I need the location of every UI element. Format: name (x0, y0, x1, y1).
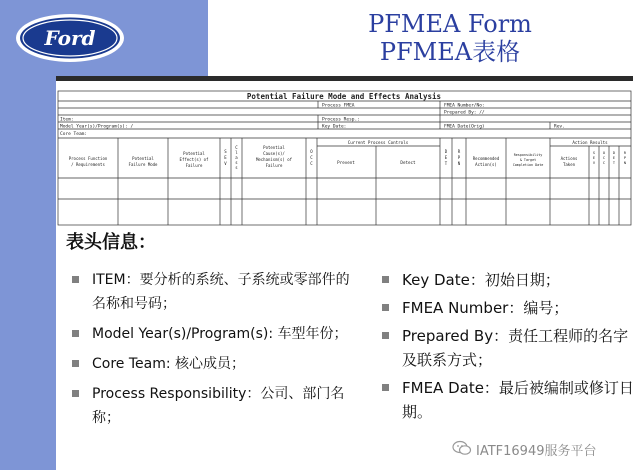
list-item (70, 322, 360, 346)
square-bullet-icon (72, 276, 79, 283)
col-actions-taken: Actions Taken (560, 156, 578, 167)
field-process-fmea: Process FMEA (322, 103, 355, 109)
wechat-icon (452, 440, 472, 456)
col-recommended: Recommended Action(s) (472, 156, 500, 167)
col-current-controls: Current Process Controls (347, 140, 409, 145)
field-fmea-number: FMEA Number/No: (444, 103, 485, 109)
list-item-text: Process Responsibility：公司、部门名称； (92, 386, 345, 426)
list-item (380, 376, 640, 424)
col-causes: Potential Cause(s)/ Mechanism(s) of Failure (255, 145, 293, 168)
field-model-year: Model Year(s)/Program(s): / (60, 124, 134, 130)
list-item (70, 352, 360, 376)
square-bullet-icon (382, 332, 389, 339)
watermark-text: IATF16949服务平台 (476, 444, 597, 459)
field-core-team: Core Team: (60, 132, 88, 137)
col-r-det: D E T (612, 151, 616, 165)
list-item-text: Core Team: 核心成员； (92, 356, 246, 372)
list-item (70, 382, 360, 430)
field-item: Item: (60, 117, 74, 123)
square-bullet-icon (72, 330, 79, 337)
col-action-results: Action Results (572, 140, 608, 145)
square-bullet-icon (382, 304, 389, 311)
list-item-text: Prepared By：责任工程师的名字及联系方式； (402, 327, 629, 369)
col-failure-mode: Potential Failure Mode (128, 156, 158, 167)
logo-text: Ford (44, 26, 96, 50)
list-item (380, 268, 640, 292)
list-item-text: FMEA Number：编号； (402, 299, 569, 317)
list-item-text: Model Year(s)/Program(s): 车型年份； (92, 326, 348, 342)
field-key-date: Key Date: (322, 124, 347, 130)
col-occ: O C C (310, 149, 313, 166)
page-title (300, 10, 600, 66)
list-item (380, 296, 640, 320)
col-r-occ: O C C (602, 151, 606, 165)
pfmea-form-grid (56, 81, 633, 227)
left-list (70, 268, 360, 436)
left-blue-strip (0, 80, 56, 470)
field-fmea-date: FMEA Date(Orig) (444, 124, 485, 130)
col-sev: S E V (224, 149, 227, 166)
list-item-text: FMEA Date：最后被编制或修订日期。 (402, 379, 634, 421)
square-bullet-icon (382, 384, 389, 391)
col-r-sev: S E V (592, 151, 596, 165)
ford-logo (14, 12, 126, 64)
title-line-cn: PFMEA表格 (379, 38, 521, 66)
title-line-en: PFMEA Form (368, 10, 532, 38)
col-r-rpn: R P N (623, 151, 627, 165)
list-item-text: Key Date：初始日期； (402, 271, 560, 289)
col-process-function: Process Function / Requirements (68, 156, 108, 167)
col-prevent: Prevent (337, 160, 355, 165)
col-class: C l a s s (235, 145, 238, 170)
list-item (380, 324, 640, 372)
pfmea-form-image (56, 76, 633, 227)
square-bullet-icon (382, 276, 389, 283)
list-item (70, 268, 360, 316)
field-process-resp: Process Resp.: (322, 117, 360, 123)
field-prepared-by: Prepared By: // (444, 110, 485, 116)
right-list (380, 268, 640, 428)
form-heading: Potential Failure Mode and Effects Analysis (246, 92, 442, 101)
section-heading: 表头信息： (66, 232, 156, 253)
col-effects: Potential Effect(s) of Failure (179, 151, 209, 168)
col-rpn: R P N (457, 149, 461, 166)
col-detect: Detect (400, 160, 416, 165)
field-rev: Rev. (554, 124, 565, 130)
col-det: D E T (444, 149, 448, 166)
square-bullet-icon (72, 390, 79, 397)
col-responsibility: Responsibility & Target Completion Date (512, 153, 544, 167)
square-bullet-icon (72, 360, 79, 367)
list-item-text: ITEM：要分析的系统、子系统或零部件的名称和号码； (92, 272, 350, 312)
